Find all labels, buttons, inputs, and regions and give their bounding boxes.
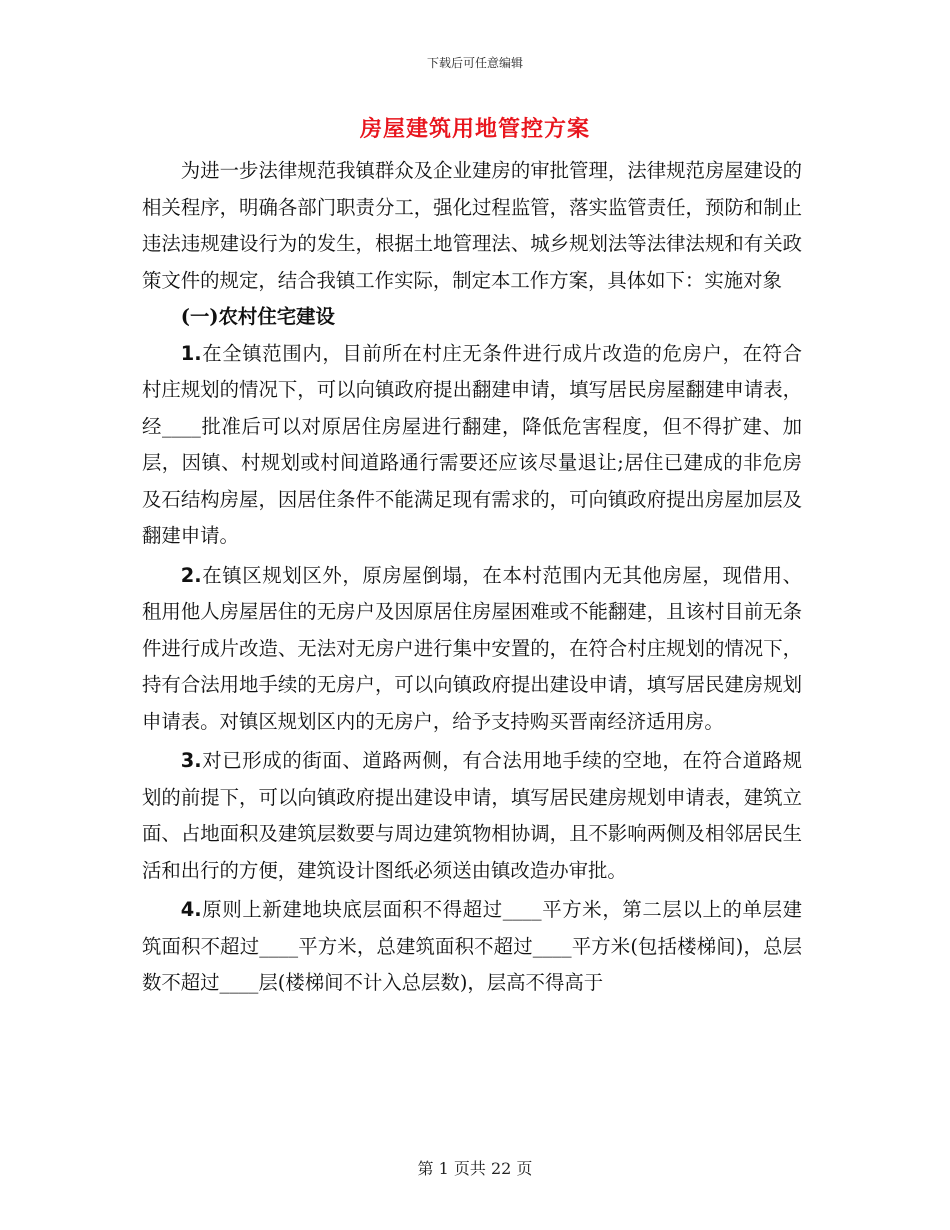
item-number: 4. <box>180 898 202 921</box>
section-heading: (一)农村住宅建设 <box>180 305 335 328</box>
page-header: 下载后可任意编辑 <box>426 56 523 70</box>
item-number: 1. <box>180 341 202 365</box>
item-text: 对已形成的街面、道路两侧，有合法用地手续的空地，在符合道路规划的前提下，可以向镇政府提出建设申请，填写居民建房规划申请表，建筑立面、占地面积及建筑层数要与周边建筑物相协调，且不影响两侧及相邻居民生活和出行的方便，建筑设计图纸必须送由镇改造办审批。 <box>142 749 802 882</box>
list-item <box>142 336 802 555</box>
list-item <box>142 558 802 741</box>
document-title: 房屋建筑用地管控方案 <box>359 116 590 142</box>
list-item <box>142 892 802 1002</box>
intro-paragraph: 为进一步法律规范我镇群众及企业建房的审批管理，法律规范房屋建设的相关程序，明确各部门职责分工，强化过程监管，落实监管责任，预防和制止违法违规建设行为的发生，根据土地管理法、城乡规划法等法律法规和有关政策文件的规定，结合我镇工作实际，制定本工作方案，具体如下：实施对象 <box>142 159 802 292</box>
document-body <box>142 153 802 1005</box>
item-text: 原则上新建地块底层面积不得超过____平方米，第二层以上的单层建筑面积不超过____平方米，总建筑面积不超过____平方米(包括楼梯间)，总层数不超过____层(楼梯间不计入总层数)，层高不得高于 <box>142 898 802 994</box>
list-item <box>142 743 802 889</box>
item-text: 在全镇范围内，目前所在村庄无条件进行成片改造的危房户，在符合村庄规划的情况下，可以向镇政府提出翻建申请，填写居民房屋翻建申请表，经____批准后可以对原居住房屋进行翻建，降低危害程度，但不得扩建、加层，因镇、村规划或村间道路通行需要还应该尽量退让;居住已建成的非危房及石结构房屋，因居住条件不能满足现有需求的，可向镇政府提出房屋加层及翻建申请。 <box>142 341 802 547</box>
item-number: 2. <box>180 563 202 587</box>
item-text: 在镇区规划区外，原房屋倒塌，在本村范围内无其他房屋，现借用、租用他人房屋居住的无房户及因原居住房屋困难或不能翻建，且该村目前无条件进行成片改造、无法对无房户进行集中安置的，在符合村庄规划的情况下，持有合法用地手续的无房户，可以向镇政府提出建设申请，填写居民建房规划申请表。对镇区规划区内的无房户，给予支持购买晋南经济适用房。 <box>142 563 802 733</box>
page-footer: 第 1 页共 22 页 <box>417 1159 533 1178</box>
item-number: 3. <box>180 749 202 772</box>
